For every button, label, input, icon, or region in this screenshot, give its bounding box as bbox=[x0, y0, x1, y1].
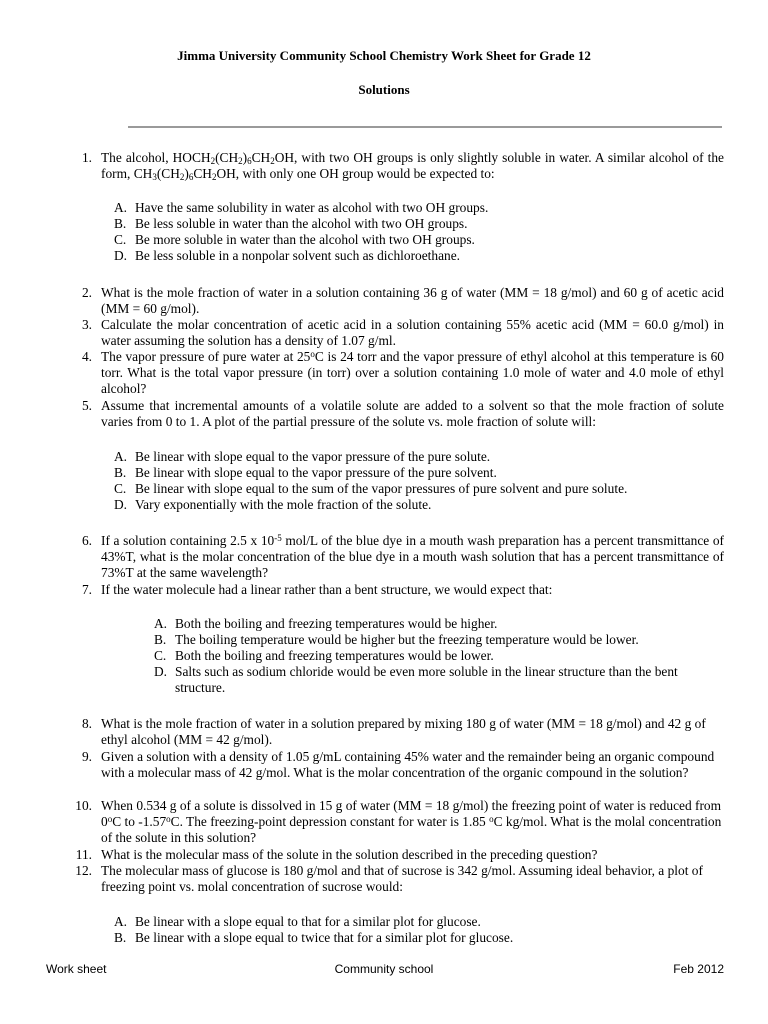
worksheet-title: Jimma University Community School Chemistry Work Sheet for Grade 12 bbox=[177, 48, 591, 63]
question-2 bbox=[70, 285, 724, 317]
question-number: 3. bbox=[81, 317, 92, 332]
question-10 bbox=[70, 798, 724, 846]
q1-option-c: C. Be more soluble in water than the alcohol with two OH groups. bbox=[114, 232, 475, 247]
question-number: 10. bbox=[75, 798, 92, 813]
question-12 bbox=[70, 863, 724, 895]
question-text: What is the mole fraction of water in a solution containing 36 g of water (MM = 18 g/mol) and 60 g of acetic acid (MM = 60 g/mol). bbox=[101, 285, 724, 316]
question-text: What is the molecular mass of the solute in the solution described in the preceding question? bbox=[101, 847, 598, 862]
q7-option-d: D. Salts such as sodium chloride would be even more soluble in the linear structure than the bent structure. bbox=[154, 664, 678, 695]
q7-option-a: A. Both the boiling and freezing temperatures would be higher. bbox=[154, 616, 498, 631]
question-text: Calculate the molar concentration of acetic acid in a solution containing 55% acetic acid (MM = 60.0 g/mol) in water assuming the solution has a density of 1.07 g/ml. bbox=[101, 317, 724, 348]
footer-right: Feb 2012 bbox=[673, 962, 724, 976]
question-text: If a solution containing 2.5 x $10^{-5}$ mol/L of the blue dye in a mouth wash preparation has a percent transmittance of 43%T, what is the molar concentration of the blue dye in a mouth wash solution that has a percent transmittance of 73%T at the same wavelength? bbox=[101, 533, 725, 580]
question-number: 6. bbox=[81, 533, 92, 548]
worksheet-subtitle: Solutions bbox=[358, 82, 410, 97]
header-divider bbox=[128, 126, 722, 128]
question-3 bbox=[70, 317, 724, 349]
q5-option-c: C. Be linear with slope equal to the sum of the vapor pressures of pure solvent and pure solute. bbox=[114, 481, 628, 496]
question-7 bbox=[70, 582, 724, 598]
question-4 bbox=[70, 349, 724, 397]
question-1 bbox=[70, 150, 724, 182]
q5-option-b: B. Be linear with slope equal to the vapor pressure of the pure solvent. bbox=[114, 465, 497, 480]
question-text: The vapor pressure of pure water at 25$^o$C is 24 torr and the vapor pressure of ethyl alcohol at this temperature is 60 torr. What is the total vapor pressure (in torr) over a solution containing 1.0 mole of water and 4.0 mole of ethyl alcohol? bbox=[101, 349, 724, 396]
q7-option-c: C. Both the boiling and freezing temperatures would be lower. bbox=[154, 648, 494, 663]
question-text: The alcohol, $HOCH_2(CH_2)_6CH_2OH$, with two OH groups is only slightly soluble in water. A similar alcohol of the form, $CH_3(CH_2)_6CH_2OH$, with only one OH group would be expected to: bbox=[101, 150, 724, 182]
q1-option-d: D. Be less soluble in a nonpolar solvent such as dichloroethane. bbox=[114, 248, 461, 263]
question-text: Assume that incremental amounts of a volatile solute are added to a solvent so that the mole fraction of solute varies from 0 to 1. A plot of the partial pressure of the solute vs. mole fraction of solute will: bbox=[101, 398, 724, 429]
question-6 bbox=[70, 533, 724, 581]
question-number: 1. bbox=[81, 150, 92, 165]
footer-center: Community school bbox=[334, 962, 434, 976]
question-8 bbox=[70, 716, 724, 748]
question-text: The molecular mass of glucose is 180 g/mol and that of sucrose is 342 g/mol. Assuming ideal behavior, a plot of freezing point vs. molal concentration of sucrose would: bbox=[101, 863, 703, 894]
q1-option-a: A. Have the same solubility in water as alcohol with two OH groups. bbox=[114, 200, 489, 215]
question-5 bbox=[70, 398, 724, 430]
question-text: Given a solution with a density of 1.05 g/mL containing 45% water and the remainder being an organic compound with a molecular mass of 42 g/mol. What is the molar concentration of the organic compound in the solution? bbox=[101, 749, 715, 780]
question-number: 7. bbox=[81, 582, 92, 597]
q12-option-b: B. Be linear with a slope equal to twice that for a similar plot for glucose. bbox=[114, 930, 514, 945]
question-text: If the water molecule had a linear rather than a bent structure, we would expect that: bbox=[101, 582, 553, 597]
q12-option-a: A. Be linear with a slope equal to that for a similar plot for glucose. bbox=[114, 914, 481, 929]
question-number: 2. bbox=[81, 285, 92, 300]
question-number: 12. bbox=[75, 863, 92, 878]
q1-option-b: B. Be less soluble in water than the alcohol with two OH groups. bbox=[114, 216, 468, 231]
question-text: What is the mole fraction of water in a solution prepared by mixing 180 g of water (MM = 18 g/mol) and 42 g of ethyl alcohol (MM = 42 g/mol). bbox=[101, 716, 706, 747]
footer-left: Work sheet bbox=[46, 962, 107, 976]
question-number: 11. bbox=[75, 847, 92, 862]
q5-option-a: A. Be linear with slope equal to the vapor pressure of the pure solute. bbox=[114, 449, 491, 464]
question-text: When 0.534 g of a solute is dissolved in 15 g of water (MM = 18 g/mol) the freezing point of water is reduced from 0$^o$C to -1.57$^o$C. The freezing-point depression constant for water is 1.85 $^o$C kg/mol. What is the molal concentration of the solute in this solution? bbox=[101, 798, 722, 845]
q7-option-b: B. The boiling temperature would be higher but the freezing temperature would be lower. bbox=[154, 632, 639, 647]
question-9 bbox=[70, 749, 724, 781]
question-number: 9. bbox=[81, 749, 92, 764]
question-number: 8. bbox=[81, 716, 92, 731]
question-11 bbox=[70, 847, 724, 863]
question-number: 4. bbox=[81, 349, 92, 364]
q5-option-d: D. Vary exponentially with the mole fraction of the solute. bbox=[114, 497, 432, 512]
question-number: 5. bbox=[81, 398, 92, 413]
